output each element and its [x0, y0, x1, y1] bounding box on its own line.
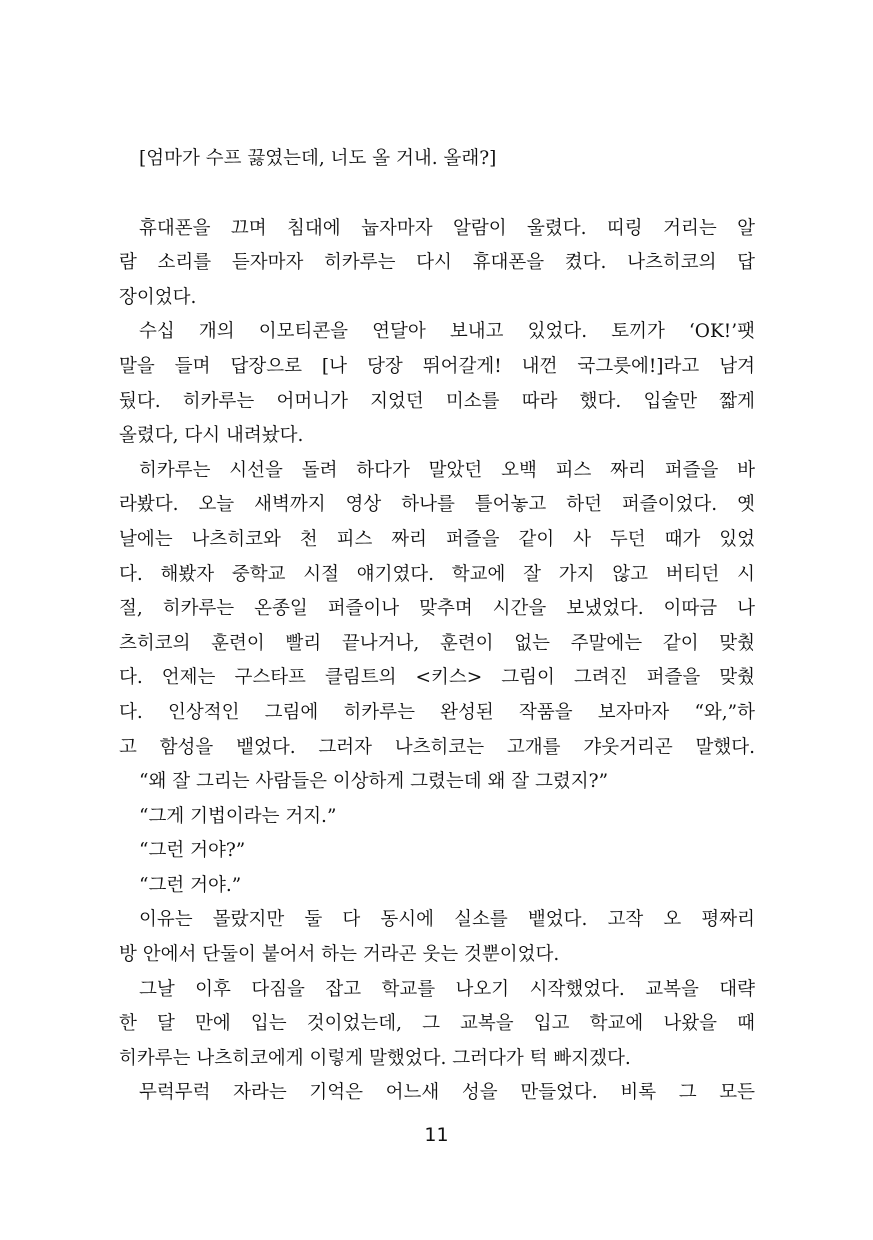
text-line: 절, 히카루는 온종일 퍼즐이나 맞추며 시간을 보냈었다. 이따금 나 [119, 598, 755, 620]
text-line: 날에는 나츠히코와 천 피스 짜리 퍼즐을 같이 사 두던 때가 있었 [119, 528, 755, 550]
page-number: 11 [424, 1124, 449, 1146]
body-text [119, 142, 755, 1111]
text-line: 그날 이후 다짐을 잡고 학교를 나오기 시작했었다. 교복을 대략 [139, 978, 755, 1000]
text-line: 휴대폰을 끄며 침대에 눕자마자 알람이 울렸다. 띠링 거리는 알 [139, 217, 755, 239]
text-line: [엄마가 수프 끓였는데, 너도 올 거내. 올래?] [139, 148, 497, 169]
text-line: 한 달 만에 입는 것이었는데, 그 교복을 입고 학교에 나왔을 때 [119, 1013, 755, 1035]
text-line: 방 안에서 단둘이 붙어서 하는 거라곤 웃는 것뿐이었다. [119, 944, 560, 966]
text-line: 다. 언제는 구스타프 클림트의 <키스> 그림이 그려진 퍼즐을 맞췄 [119, 667, 755, 689]
text-line: 다. 해봤자 중학교 시절 얘기였다. 학교에 잘 가지 않고 버티던 시 [119, 563, 755, 585]
text-line: 히카루는 시선을 돌려 하다가 말았던 오백 피스 짜리 퍼즐을 바 [139, 459, 755, 481]
text-line: 무럭무럭 자라는 기억은 어느새 성을 만들었다. 비록 그 모든 [139, 1082, 755, 1104]
text-line: 람 소리를 듣자마자 히카루는 다시 휴대폰을 켰다. 나츠히코의 답 [119, 252, 755, 274]
text-line: 츠히코의 훈련이 빨리 끝나거나, 훈련이 없는 주말에는 같이 맞췄 [119, 632, 755, 654]
text-line: 다. 인상적인 그림에 히카루는 완성된 작품을 보자마자 “와,”하 [119, 701, 755, 723]
text-line: 고 함성을 뱉었다. 그러자 나츠히코는 고개를 갸웃거리곤 말했다. [119, 736, 755, 758]
text-line: 말을 들며 답장으로 [나 당장 뛰어갈게! 내껀 국그릇에!]라고 남겨 [119, 355, 755, 377]
text-line: 라봤다. 오늘 새벽까지 영상 하나를 틀어놓고 하던 퍼즐이었다. 옛 [119, 494, 755, 516]
text-line: “그런 거야.” [139, 874, 242, 896]
text-line: 장이었다. [119, 286, 197, 308]
text-line: “그게 기법이라는 거지.” [139, 805, 337, 827]
text-line: “왜 잘 그리는 사람들은 이상하게 그렸는데 왜 잘 그렸지?” [139, 771, 609, 793]
text-line: 히카루는 나츠히코에게 이렇게 말했었다. 그러다가 턱 빠지겠다. [119, 1047, 631, 1069]
text-line: 이유는 몰랐지만 둘 다 동시에 실소를 뱉었다. 고작 오 평짜리 [139, 909, 755, 931]
text-line: 뒀다. 히카루는 어머니가 지었던 미소를 따라 했다. 입술만 짧게 [119, 390, 755, 412]
paragraph-gap [119, 177, 755, 212]
text-line: “그런 거야?” [139, 840, 246, 862]
text-line: 올렸다, 다시 내려놨다. [119, 425, 304, 447]
text-line: 수십 개의 이모티콘을 연달아 보내고 있었다. 토끼가 ‘OK!’팻 [139, 321, 755, 343]
